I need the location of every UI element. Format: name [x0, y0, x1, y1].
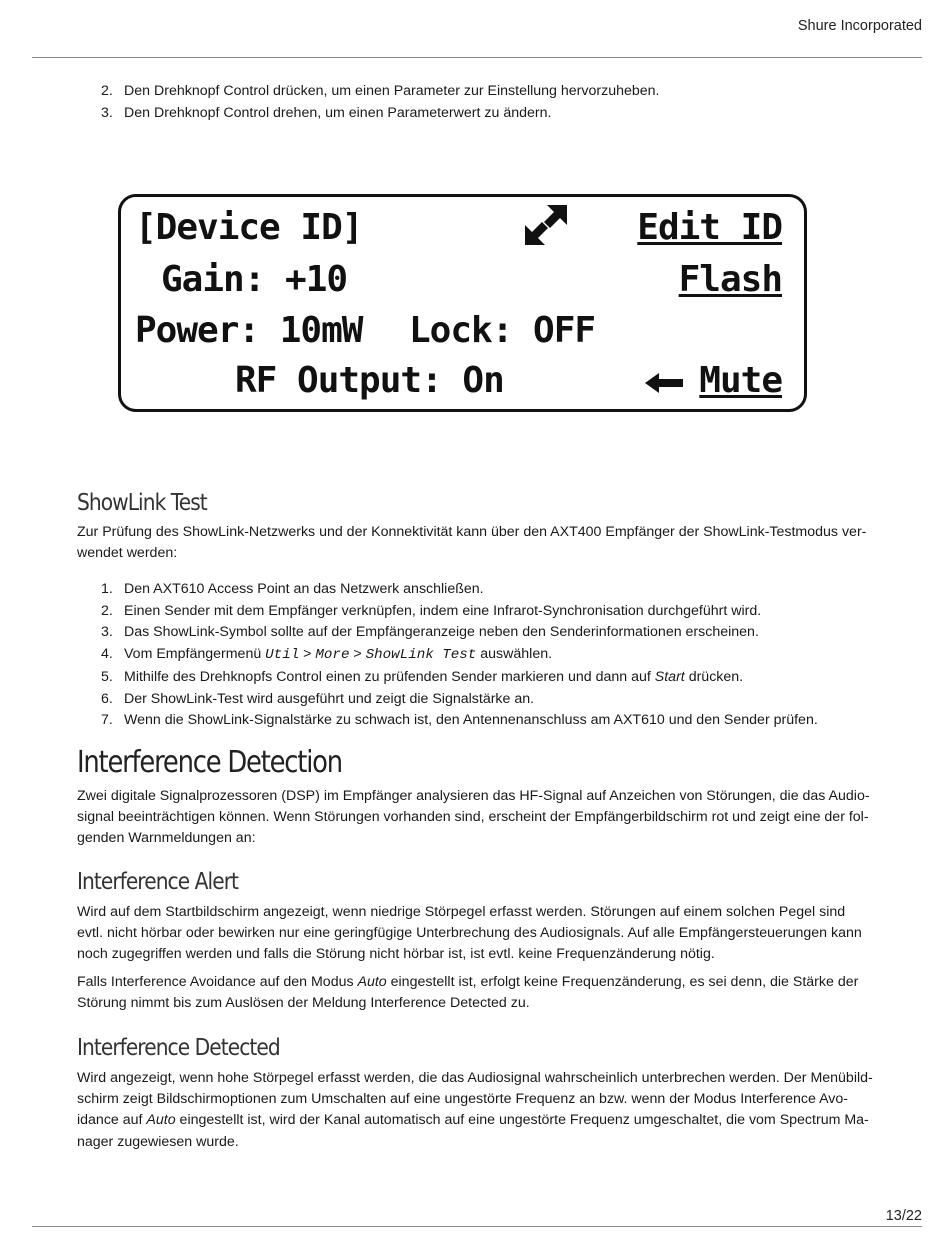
- step-number: 5.: [101, 668, 113, 685]
- alert-text: Falls Interference Avoidance auf den Modus: [77, 974, 358, 990]
- step-number: 2.: [101, 602, 113, 619]
- lcd-mute: Mute: [699, 360, 782, 401]
- showlink-intro-line1: Zur Prüfung des ShowLink-Netzwerks und der Konnektivität kann über den AXT400 Empfänger der ShowLink-Testmodus ver-: [77, 524, 867, 540]
- step-text: Den AXT610 Access Point an das Netzwerk anschließen.: [124, 581, 484, 597]
- alert-line: noch zugegriffen werden und falls die Störung nicht hörbar ist, ist evtl. keine Frequenzänderung nötig.: [77, 946, 715, 963]
- alert-line: evtl. nicht hörbar oder bewirken nur eine geringfügige Unterbrechung des Audiosignals. Auf alle Empfängersteuerungen kann: [77, 925, 862, 942]
- step-text: Einen Sender mit dem Empfänger verknüpfen, indem eine Infrarot-Synchronisation durchgeführt wird.: [124, 602, 762, 619]
- step-number: 6.: [101, 690, 113, 707]
- list-item: [77, 103, 877, 125]
- showlink-steps: [77, 579, 877, 732]
- step-text: Das ShowLink-Symbol sollte auf der Empfängeranzeige neben den Senderinformationen erscheinen.: [124, 624, 759, 641]
- detected-line: nager zugewiesen wurde.: [77, 1133, 239, 1150]
- list-item: [77, 689, 877, 711]
- step-text: Den Drehknopf Control drehen, um einen Parameterwert zu ändern.: [124, 104, 552, 121]
- menu-path-util: Util: [265, 647, 300, 664]
- step-number: 1.: [101, 581, 113, 597]
- step-number: 7.: [101, 712, 113, 729]
- detected-section: [77, 1035, 877, 1061]
- interference-line: genden Warnmeldungen an:: [77, 830, 256, 847]
- lcd-flash: Flash: [678, 259, 782, 300]
- list-item: [77, 579, 877, 601]
- menu-path-separator: >: [349, 646, 366, 663]
- step-text: Vom Empfängermenü: [124, 646, 266, 663]
- showlink-section: [77, 490, 877, 516]
- left-arrow-icon: [645, 373, 683, 393]
- interference-heading: Interference Detection: [77, 745, 342, 780]
- step-text: Der ShowLink-Test wird ausgeführt und zeigt die Signalstärke an.: [124, 690, 535, 707]
- interference-line: signal beeinträchtigen können. Wenn Störungen vorhanden sind, erscheint der Empfängerbildschirm rot und zeigt eine der fol-: [77, 809, 869, 826]
- lcd-gain: Gain: +10: [161, 259, 348, 300]
- intro-steps: [77, 81, 877, 124]
- lcd-rf-output: RF Output: On: [235, 360, 504, 401]
- step-number: 3.: [101, 624, 113, 641]
- detected-heading: Interference Detected: [77, 1035, 280, 1061]
- interference-section: [77, 745, 877, 780]
- lcd-lock: Lock: OFF: [409, 310, 596, 351]
- step-text: drücken.: [684, 668, 744, 685]
- alert-paragraph-1: [77, 902, 877, 966]
- detected-line: schirm zeigt Bildschirmoptionen zum Umschalten auf eine ungestörte Frequenz an bzw. wenn der Modus Interference Avo-: [77, 1091, 848, 1108]
- lcd-edit-id: Edit ID: [637, 207, 782, 248]
- expand-arrows-icon: [523, 203, 569, 247]
- header-rule: [32, 57, 922, 58]
- list-item: [77, 644, 877, 667]
- step-number: 4.: [101, 646, 113, 663]
- showlink-heading: ShowLink Test: [77, 490, 207, 516]
- list-item: [77, 710, 877, 732]
- footer-rule: [32, 1226, 922, 1227]
- list-item: [77, 622, 877, 644]
- interference-line: Zwei digitale Signalprozessoren (DSP) im Empfänger analysieren das HF-Signal auf Anzeichen von Störungen, die das Audio-: [77, 788, 870, 804]
- lcd-device-id: [Device ID]: [135, 207, 363, 248]
- step-text: Wenn die ShowLink-Signalstärke zu schwach ist, den Antennenanschluss am AXT610 und den Sender prüfen.: [124, 712, 818, 729]
- header-company: Shure Incorporated: [797, 18, 922, 34]
- alert-line: Störung nimmt bis zum Auslösen der Meldung Interference Detected zu.: [77, 995, 530, 1012]
- list-item: [77, 81, 877, 103]
- start-emphasis: Start: [654, 668, 685, 685]
- menu-path-showlink-test: ShowLink Test: [365, 647, 477, 664]
- receiver-lcd-display: [118, 194, 807, 412]
- step-text: auswählen.: [476, 646, 553, 663]
- detected-line: [77, 1110, 877, 1131]
- list-item: [77, 667, 877, 689]
- page-number: 13/22: [885, 1208, 922, 1224]
- detected-text: idance auf: [77, 1112, 147, 1129]
- detected-text: eingestellt ist, wird der Kanal automatisch auf eine ungestörte Frequenz umgeschaltet, die vom Spectrum Ma-: [175, 1112, 869, 1129]
- interference-intro: [77, 786, 877, 850]
- step-number: 3.: [101, 104, 113, 121]
- alert-text: eingestellt ist, erfolgt keine Frequenzänderung, es sei denn, die Stärke der: [386, 974, 859, 990]
- alert-line: [77, 972, 877, 993]
- showlink-intro: [77, 522, 877, 564]
- detected-line: Wird angezeigt, wenn hohe Störpegel erfasst werden, die das Audiosignal wahrscheinlich unterbrechen werden. Der Menübild-: [77, 1070, 873, 1086]
- menu-path-more: More: [315, 647, 350, 664]
- alert-paragraph-2: [77, 972, 877, 1014]
- list-item: [77, 601, 877, 623]
- menu-path-separator: >: [299, 646, 316, 663]
- showlink-intro-line2: wendet werden:: [77, 545, 178, 562]
- alert-line: Wird auf dem Startbildschirm angezeigt, wenn niedrige Störpegel erfasst werden. Störungen auf einem solchen Pegel sind: [77, 904, 846, 920]
- alert-section: [77, 869, 877, 895]
- auto-emphasis: Auto: [146, 1112, 176, 1129]
- step-number: 2.: [101, 83, 113, 99]
- lcd-power: Power: 10mW: [135, 310, 363, 351]
- step-text: Den Drehknopf Control drücken, um einen Parameter zur Einstellung hervorzuheben.: [124, 83, 660, 99]
- alert-heading: Interference Alert: [77, 869, 239, 895]
- detected-paragraph: [77, 1068, 877, 1153]
- auto-emphasis: Auto: [357, 974, 387, 990]
- step-text: Mithilfe des Drehknopfs Control einen zu prüfenden Sender markieren und dann auf: [124, 668, 655, 685]
